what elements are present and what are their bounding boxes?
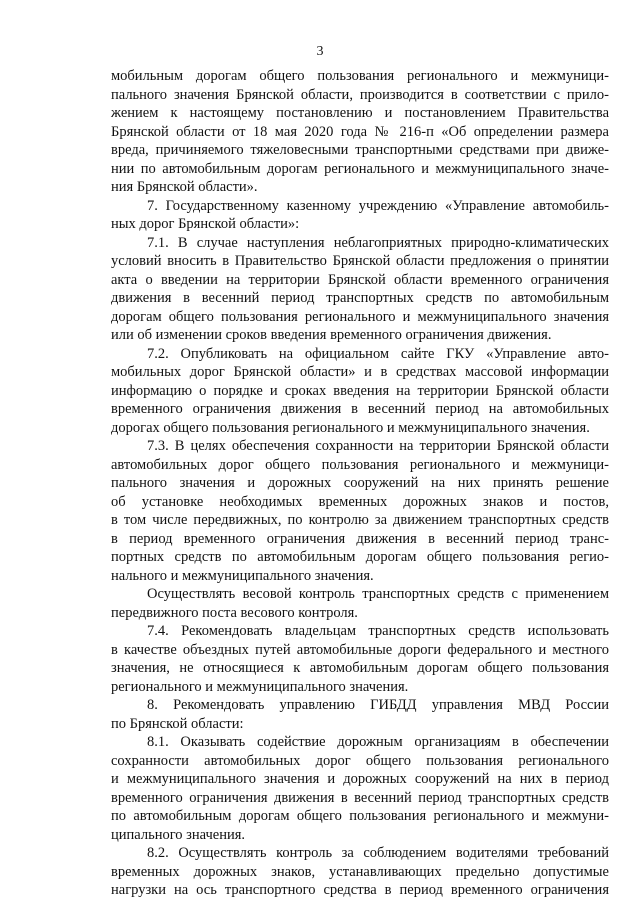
text-line: 8. Рекомендовать управлению ГИБДД управления МВД России bbox=[147, 697, 609, 713]
text-line: Брянской области от 18 мая 2020 года № 216-п «Об определении размера bbox=[111, 123, 609, 140]
text-line: условий вносить в Правительство Брянской области предложения о принятии bbox=[111, 253, 609, 269]
text-line: сохранности автомобильных дорог общего пользования регионального bbox=[111, 752, 609, 769]
text-line: дорогах общего пользования регионального и межмуниципального значения. bbox=[111, 419, 590, 436]
text-line: в качестве объездных путей автомобильные дороги федерального и местного bbox=[111, 641, 609, 658]
text-line: в том числе передвижных, по контролю за движением транспортных средств bbox=[111, 512, 609, 528]
text-line: регионального и межмуниципального значения. bbox=[111, 678, 409, 695]
page-number: 3 bbox=[316, 44, 324, 59]
text-line: мобильным дорогам общего пользования регионального и межмуници- bbox=[111, 68, 609, 84]
text-line: информацию о порядке и сроках введения на территории Брянской области bbox=[111, 382, 609, 399]
text-line: ципального значения. bbox=[111, 826, 246, 843]
text-line: об установке необходимых временных дорожных знаков и постов, bbox=[111, 493, 609, 510]
text-line: или об изменении сроков введения временного ограничения движения. bbox=[111, 327, 552, 343]
text-line: дорогам общего пользования регионального и межмуниципального значения bbox=[111, 308, 609, 325]
text-line: ных дорог Брянской области»: bbox=[111, 216, 300, 232]
text-line: значения, не относящиеся к автомобильным дорогам общего пользования bbox=[111, 660, 609, 676]
text-line: передвижного поста весового контроля. bbox=[111, 604, 358, 621]
text-line: пального значения и дорожных сооружений на них принять решение bbox=[111, 475, 609, 491]
text-line: в период временного ограничения движения в весенний период транс- bbox=[111, 530, 609, 547]
text-line: 7.2. Опубликовать на официальном сайте ГКУ «Управление авто- bbox=[147, 345, 609, 362]
text-line: 7.1. В случае наступления неблагоприятных природно-климатических bbox=[147, 234, 609, 251]
text-line: жением к настоящему постановлению и постановлением Правительства bbox=[111, 105, 609, 121]
text-line: по автомобильным дорогам общего пользования регионального и межмуни- bbox=[111, 808, 609, 824]
text-line: 8.2. Осуществлять контроль за соблюдением водителями требований bbox=[147, 845, 609, 861]
text-line: 8.1. Оказывать содействие дорожным организациям в обеспечении bbox=[147, 734, 609, 750]
text-line: движения в весенний период транспортных средств по автомобильным bbox=[111, 290, 609, 306]
text-line: вреда, причиняемого тяжеловесными транспортными средствами при движе- bbox=[111, 142, 609, 158]
text-line: временного ограничения движения в весенний период транспортных средств bbox=[111, 789, 609, 806]
text-line: по Брянской области: bbox=[111, 715, 244, 732]
text-line: ния Брянской области». bbox=[111, 179, 258, 195]
text-line: мобильных дорог Брянской области» и в средствах массовой информации bbox=[111, 364, 609, 380]
text-line: нагрузки на ось транспортного средства в период временного ограничения bbox=[111, 882, 609, 898]
text-line: 7.3. В целях обеспечения сохранности на территории Брянской области bbox=[147, 438, 609, 454]
text-line: временного ограничения движения в весенний период на автомобильных bbox=[111, 401, 609, 417]
text-line: нии по автомобильным дорогам регионального и межмуниципального значе- bbox=[111, 160, 609, 177]
text-line: нального и межмуниципального значения. bbox=[111, 567, 374, 584]
text-line: и межмуниципального значения и дорожных сооружений на них в период bbox=[111, 771, 609, 787]
text-line: акта о введении на территории Брянской области временного ограничения bbox=[111, 271, 609, 288]
text-line: 7. Государственному казенному учреждению «Управление автомобиль- bbox=[147, 197, 609, 214]
text-line: временных дорожных знаков, устанавливающих предельно допустимые bbox=[111, 863, 609, 880]
text-line: пального значения Брянской области, производится в соответствии с прило- bbox=[111, 86, 609, 103]
text-line: автомобильных дорог общего пользования регионального и межмуници- bbox=[111, 456, 609, 473]
text-line: портных средств по автомобильным дорогам общего пользования регио- bbox=[111, 549, 609, 565]
text-line: Осуществлять весовой контроль транспортных средств с применением bbox=[147, 586, 609, 602]
text-line: 7.4. Рекомендовать владельцам транспортных средств использовать bbox=[147, 623, 609, 639]
